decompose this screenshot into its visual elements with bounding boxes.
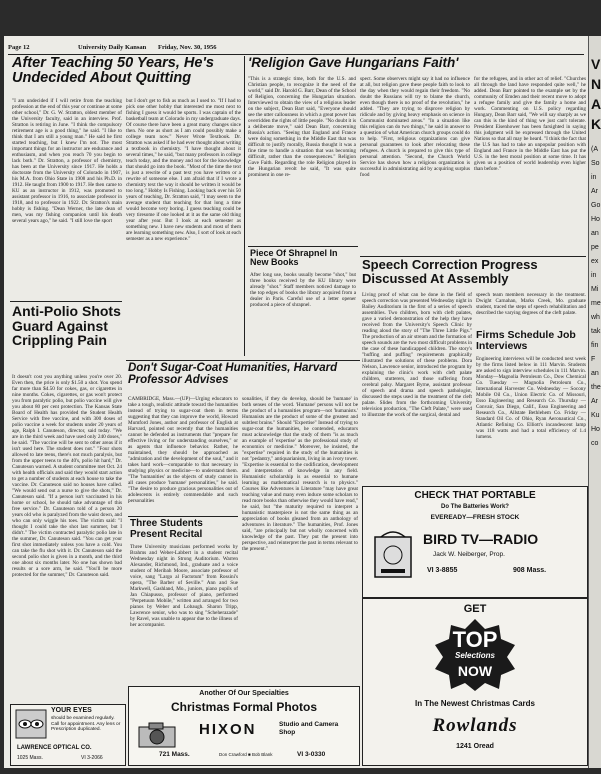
polio-body: It doesn't cost you anything unless you're over 20. Even then, the price is only $1.50 a shot. You spend far more than $4.50 for cokes, gas, or cigarettes in nine months. Cokes, cigarettes, or gas won't protect you from paralytic polio, but polio vaccine will give you about 80 per cent protection. The Kansas State Board of Health has provided the Student Health Service with free vaccine, and with 300 doses of polio vaccine a week for students under 20 years of age, Ralph I. Canuteson, director, said today. "We are in the third week and have used only 240 doses," he said. "The vaccine will be sent to other areas if it isn't used here. The student does not." "Four shots allowed to late teens, there's not much paralysis, but from the upper teens to the 40's, polio hit hard," Dr. Canuteson warned. A student committee met Oct. 24 with health officials and said they would start action to get a number of students at each house to take the vaccine. Dr. Canuteson said no houses have called. "We would send out a nurse to give the shots," Dr. Canuteson said. "If a person isn't vaccinated in his home or school, he should take advantage of this free service." Dr. Canuteson told of a person 20 years old who is paralyzed from the waist down, and who can only wiggle his toes. The victim said: "I thought I could take the shot last summer, but I didn't." The victim contracted paralytic polio late in the summer, Dr. Canuteson said. "You can get your first shot immediately unless you have a cold. You can take the flu shot with it. Dr. Canuteson said the second polio shot is given in a month, and the third one about six months later. No one has shown bad results or a sore arm, he said. "You'll be more protected for the summer," Dr. Canuteson said. [12, 374, 122, 578]
adjacent-page-fragment: V [591, 56, 601, 72]
harvard-headline: Don't Sugar-Coat Humanities, Harvard Professor Advises [128, 362, 338, 387]
ad-optical-title: YOUR EYES [51, 707, 92, 714]
masthead [8, 44, 584, 55]
jobs-headline: Firms Schedule Job Interviews [476, 329, 576, 353]
ad-portable [362, 486, 588, 598]
ad-portable-address: 908 Mass. [513, 567, 547, 574]
adjacent-page-fragment: fin [591, 342, 599, 349]
religion-body-2: spect. Some observers might say it had no influence at all, but religion gave these people faith to look to the day when they would regain their freedom. "No doubt the Russians will try to blame the church, even though there is no proof of the revolution," he added. "They are trying to disprove religion by ridicule and by giving heavy emphasis on science in Communist dominated areas." "In a situation like this religion can do two things," he said in answer to a question of what American church groups could do to help. "First, religious organizations can give personal guarantees to look after relocating these refugees. A church is prepared to give this type of personal attention. "Second, the Church World Service has shown how a religious organization is successful in administrating aid by acquiring surplus food [360, 76, 470, 178]
ad-hixon-name: HIXON [199, 721, 257, 738]
divider [10, 301, 122, 302]
adjacent-page-fragment: in [591, 272, 597, 279]
ad-now: NOW [457, 663, 493, 679]
harvard-body-2: sonalities, if they do develop, should be 'humane' in both senses of the word. 'Humane' persons will not be the product of a humanities program—not 'humanists.' Humanists are the product of some of the greatest and subtlest brains." Should "Expertise" Instead of trying to sugar-coat the humanities, he contended, educators must acknowledge that the study of them "is as much an example of 'expertise' as the professional study of economics or medicine." Moreover, he insisted, the "expertise" required in the study of the humanities is not "pedantry," antiquarianism, living in an ivory tower. "Expertise is essential to the codification, development and interpretation of knowledge in any field. Humanistic scholarship is as essential to humane learning as mathematical research is to physics." Courses like Adventures in Literature "may have great teaching value and many even induce some scholars to read more books than otherwise they would have read," he said, but "the maturity required to interpret a humanistic masterpiece is not the same thing as an appreciation of books gleaned from an anthology of adventures in literature." The humanities, Prof. Jones said, "are principally but not wholly concerned with knowledge of the past. They put the present into perspective, and reinterpret the past in terms relevant to the present." [242, 396, 358, 552]
adjacent-page-fragment: F [591, 356, 596, 363]
issue-date: Friday, Nov. 30, 1956 [158, 44, 217, 51]
teaching-headline: After Teaching 50 Years, He's Undecided About Quitting [12, 55, 214, 87]
newspaper-page [4, 36, 588, 768]
ad-records-address: 1241 Oread [456, 743, 494, 750]
ad-optical [10, 704, 126, 766]
adjacent-page-fragment: Ar [591, 398, 598, 405]
adjacent-page-fragment: A [591, 96, 601, 112]
divider [128, 516, 238, 517]
speech-headline: Speech Correction Progress Discussed At Assembly [362, 257, 538, 286]
ad-portable-store: BIRD TV—RADIO [423, 531, 539, 547]
ad-optical-body: should be examined regularly. Call for appointment. Any lens or Prescription duplicated. [51, 716, 121, 732]
ad-records-line: In The Newest Christmas Cards [414, 699, 536, 708]
adjacent-page-fragment: Mi [591, 286, 599, 293]
ad-hixon-people: Don Crawford ■ Bob Blank [219, 752, 273, 757]
adjacent-page-fragment: an [591, 230, 599, 237]
adjacent-page-fragment: Ho [591, 216, 600, 223]
divider [126, 360, 360, 361]
adjacent-page-fragment: pe [591, 244, 599, 251]
adjacent-page-fragment: (A [591, 146, 598, 153]
adjacent-page-fragment: an [591, 370, 599, 377]
divider [244, 56, 245, 356]
ad-optical-phone: VI 3-2066 [81, 755, 103, 761]
adjacent-page-fragment: co [591, 440, 599, 447]
ad-selections-word: Selections [454, 651, 495, 660]
ad-records-store: Rowlands [432, 715, 518, 736]
divider [248, 246, 358, 247]
ad-hixon-top: Another Of Our Specialties [199, 690, 289, 697]
paper-name: University Daily Kansan [78, 44, 147, 51]
ad-top: TOP [452, 627, 498, 652]
ad-optical-name: LAWRENCE OPTICAL CO. [17, 745, 92, 751]
ad-portable-title: CHECK THAT PORTABLE [414, 490, 536, 501]
ad-hixon-sub: Studio and Camera Shop [279, 721, 339, 736]
adjacent-page-fragment: Ar [591, 188, 598, 195]
adjacent-page-fragment: me [591, 300, 601, 307]
adjacent-page-fragment: So [591, 160, 600, 167]
camera-icon [137, 721, 177, 749]
adjacent-page-fragment: N [591, 76, 601, 92]
shrapnel-body: After long use, books usually become "shot," but three books received by the KU library were already "shot." Staff members noticed damage to the top edges of books the library acquired from a dealer in Paris. Careful use of a letter opener produced a piece of shrapnel. [250, 272, 356, 308]
shrapnel-headline: Piece Of Shrapnel In New Books [250, 248, 338, 268]
recital-headline: Three Students Present Recital [130, 518, 203, 540]
adjacent-page-edge [588, 36, 601, 768]
ad-hixon-title: Christmas Formal Photos [170, 700, 318, 714]
adjacent-page-fragment: ex [591, 258, 599, 265]
jobs-body: Engineering interviews will be conducted next week by the firms listed below in 111 Marvin. Students are asked to sign interview schedules in 111 Marvin. Monday—Magnolia Petroleum Co., Dow Chemical Co. Tuesday — Magnolia Petroleum Co., International Harvester Co. Wednesday — Socony Mobile Oil Co., Union Electric Co. of Missouri, Esso Engineering and Research Co. Thursday — Convair, San Diego, Calif., Esso Engineering and Research Co., Allstate Bethlehem Co. Friday — Standard Oil Co. of Ohio, Ryan Aeronautical Co., Atlantic Refining Co. Elliott's incandescent lamp was 118 watts and had a total efficiency of 1.4 lumens. [476, 356, 586, 440]
polio-headline: Anti-Polio Shots Guard Against Crippling Pain [12, 303, 121, 349]
adjacent-page-fragment: wh [591, 314, 600, 321]
teaching-body-2: but I don't get to fish as much as I used to. "If I had to pick one other hobby that interested me most next to fishing I guess it would be sports. I was captain of the basketball team at Colorado in my undergraduate days. Of course there have been a great many changes since then. No one as short as I am could possibly make a college team now." Never Wrote Textbook. Dr. Stratton was asked if he had ever thought about writing a textbook in chemistry. "I have thought about it several times," he said, "but many professors in college teach today, and the money and not for the knowledge that should go into the book. "Most of the time the text is just a rewrite of a past text you have written or a rewrite of someone else. I am afraid that if I wrote a chemistry text the way it should be written it would be too long." Hobby Is Fishing. Looking back over his 50 years of teaching, Dr. Stratton said, "I may seem to the average student that teaching for that long a time would become very boring. I guess teaching could be very tiresome if one looked at it as the same old thing year after year. But I look at each semester as something new. I have new students and most of them are learning something new. Also, I sort of look at each semester as a new experience." [126, 98, 241, 242]
ad-portable-line: EVEREADY—FRESH STOCK [430, 514, 520, 521]
teaching-body-1: "I am undecided if I will retire from the teaching profession at the end of this year or continue at some other school," Dr. G. W. Stratton, oldest member of the University faculty, said in an interview. Prof. Stratton is retiring in June. "I think the compulsory retirement age is a good thing," he said. "I like to think that I am still a young man." He said he first started teaching, but I knew I'm not. The most important things for an instructor are endurance and enthusiasm, and when you reach 70 you begin to lack both." Dr. Stratton, a professor of chemistry, has been at the University since 1917. He holds a doctorate from the University of Colorado in 1907, his M.A. from Ohio State in 1908 and his Ph.D. in 1912. He taught from 1900 to 1917. He then came to KU as an instructor in 1912, was promoted to assistant professor in 1916, to associate professor in 1918, and to professor in 1922. Dr. Stratton's main hobby is fishing. "Dean Werner, the late dean of men, was my fishing companion until his death several years ago," he said. "I still love the sport [12, 98, 122, 224]
religion-body-3: for the refugees, and in other act of relief. "Churches all through the land have responded quite well," he added. Dean Barr pointed to the example set by the community of Emden and their recent move to adopt a refugee family and give the family a home and work. Commenting on U.S. policy regarding Hungary, Dean Barr said, "We will say sharply as we can this is the kind of thing we just can't tolerate. President Eisenhower has been farsighted in saying this judgment will be expressed through the United Nations so that all may be heard. "I think the fact that the U.S has had to take an unpopular position with England and France in the Middle East has put the U.S. in the best moral position at some time. It has given us a position of world leadership even higher than before." [474, 76, 586, 172]
page-number: Page 12 [8, 44, 30, 51]
ad-optical-address: 1025 Mass. [17, 755, 43, 761]
ad-portable-owner: Jack W. Neiberger, Prop. [433, 551, 505, 558]
recital-body: Three University musicians performed works by Brahms and Weber-Labbert in a student recital Wednesday night in Strong Auditorium. Warren Alexander, Richmond, Ind., graduate and a voice student of Meribah Moore, associate professor of voice, sang "Largo al Factotum" from Rossini's opera, "The Barber of Seville." Ann and Sue Markwell, Gashland, Mo., juniors, piano pupils of Jan Chiapusso, professor of piano, performed "Perpetuum Mobile," written and arranged for two pianos by Weber and Lobaugh. Sharon Tripp, Lawrence senior, who was to sing "Scheherazade" by Ravel, was unable to appear due to the illness of her accompanist. [130, 544, 238, 628]
adjacent-page-fragment: in [591, 174, 597, 181]
ad-hixon-phone: VI 3-0330 [297, 751, 326, 758]
speech-body-1: Living proof of what can be done in the field of speech correction was presented Wednesday night in Bailey Auditorium in the first of a series of speech assemblies. Two children, born with cleft palates, gave a varied demonstration of the help they have received from the University's Speech Clinic by reading aloud the story of "The Three Little Pigs." The production of an air stream and the formation of speech sounds are the two most difficult problems in the case of these handicapped children. The story's "huffing and puffing" requirements graphically illustrated the solutions of these problems. Dora Nelson, Lawrence senior, introduced the program by explaining the clinic's work with cleft palate children, stutterers, and those suffering from cerebral palsy. Margaret Byrne, assistant professor of speech and drama and speech pathologist, discussed the steps used in the treatment of the cleft palate. Slides from the forthcoming University television production, "The Cleft Palate," were used to illustrate the work of the surgical, dental and [362, 292, 472, 418]
adjacent-page-fragment: Go [591, 202, 601, 209]
speech-body-2: speech team members necessary in the treatment. Dwight Carnahan, Marks Creek, Mo. graduate student, traced the steps of speech rehabilitation and described the varying degrees of the cleft palate. [476, 292, 586, 316]
radio-icon [371, 527, 415, 583]
adjacent-page-fragment: K [591, 116, 601, 132]
adjacent-page-fragment: the [591, 384, 601, 391]
adjacent-page-fragment: tak [591, 328, 601, 335]
ad-selections [362, 598, 588, 766]
religion-body-1: "This is a strategic time, both for the U.S. and Christian people, to recognize it the need of the world," said Dr. Harold G. Barr, Dean of the School of Religion, concerning the Hungarian situation. Interviewed to obtain the view of a religious leader on the subject, Dean Barr said, "Everyone should see the utter callousness in which a great power has overridden the rights of little people. "No doubt it is a deliberate move," said Dean Barr, concerning Russia's action. "Seeing that England and France were doing something in the Middle East that was difficult to justify morally, Russia thought it was a fine time to handle a situation that was becoming difficult, rather than the consequences." Religion Gave Faith. Regarding the role Religion played in the Hungarian revolt he said, "It was quite prominent in one re- [248, 76, 356, 178]
harvard-body-1: CAMBRIDGE, Mass.—(UP)—Urging educators to take a tough, realistic attitude toward the humanities instead of trying to sugar-coat them in terms suggesting that they can improve the world, Howard Mumford Jones, author and professor of English at Harvard, pointed out recently that the humanities cannot be defended as instruments that "prepare for effective living or for understanding ourselves," or as agents that influence behavior. Rather, he maintained, they should be approached as "admiration and the development of the soul," and it takes hard work—comparable to that necessary in studying physics or medicine—to understand them. "The 'humanities' as the objects of study cannot in all cases produce 'humane' personalities," he said. "The desire to produce gracious personalities out of adolescents is entirely commendable and such personalities [128, 396, 238, 504]
ad-portable-sub: Do The Batteries Work? [441, 504, 509, 510]
ad-portable-phone: VI 3-8855 [427, 567, 458, 574]
adjacent-page-fragment: Ku [591, 412, 600, 419]
ad-get: GET [463, 603, 487, 615]
adjacent-page-fragment: Ho [591, 426, 600, 433]
eyes-icon [15, 709, 47, 739]
religion-headline: 'Religion Gave Hungarians Faith' [248, 55, 459, 70]
ad-hixon-address: 721 Mass. [159, 751, 190, 758]
ad-hixon [128, 686, 360, 766]
